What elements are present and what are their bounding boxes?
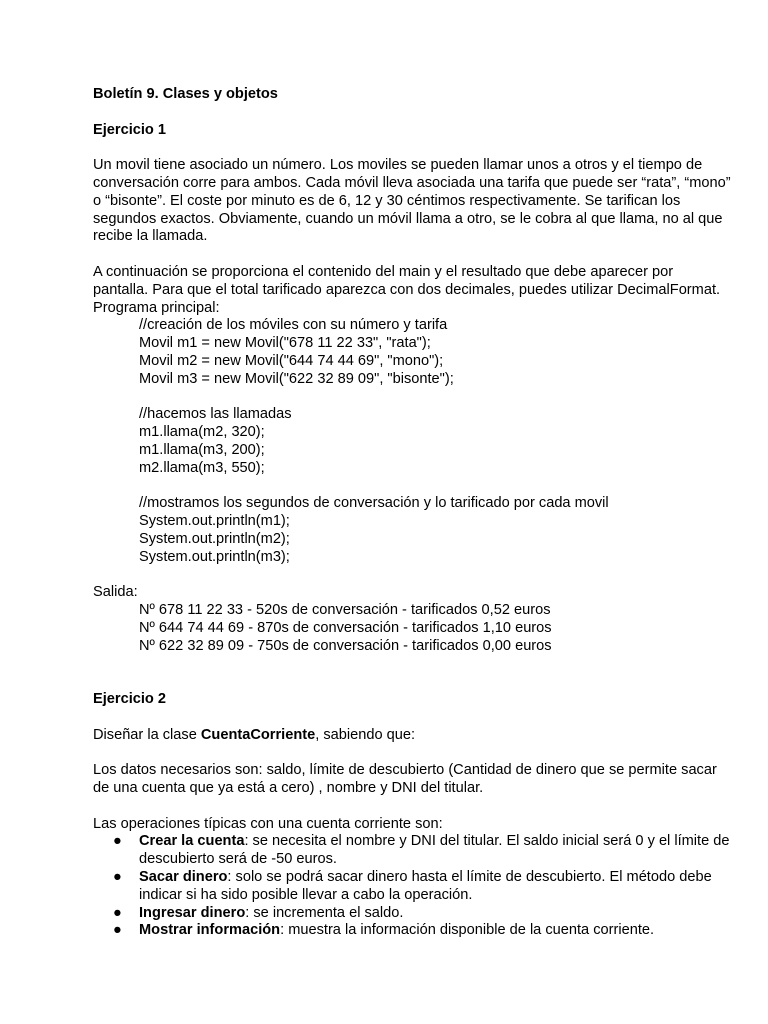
operation-description: : se necesita el nombre y DNI del titular. El saldo inicial será 0 y el límite de	[244, 833, 730, 850]
operations-intro: Las operaciones típicas con una cuenta corriente son:	[93, 815, 443, 832]
code-line: m1.llama(m2, 320);	[139, 424, 265, 441]
list-item	[93, 833, 733, 869]
output-line: Nº 678 11 22 33 - 520s de conversación - tarificados 0,52 euros	[139, 602, 551, 619]
text-line: de una cuenta que ya está a cero) , nombre y DNI del titular.	[93, 780, 484, 797]
code-line: Movil m1 = new Movil("678 11 22 33", "rata");	[139, 335, 431, 352]
operation-term: Crear la cuenta	[139, 833, 245, 850]
bullet-icon: ●	[113, 869, 122, 886]
code-line: System.out.println(m1);	[139, 513, 290, 530]
exercise-2-heading: Ejercicio 2	[93, 691, 167, 708]
expected-output	[93, 602, 733, 655]
code-line: //creación de los móviles con su número y tarifa	[139, 317, 448, 334]
bullet-icon: ●	[113, 904, 122, 921]
operation-description: : solo se podrá sacar dinero hasta el límite de descubierto. El método debe	[227, 869, 712, 886]
output-label: Salida:	[93, 584, 138, 601]
code-block-print	[93, 495, 733, 566]
code-line: m2.llama(m3, 550);	[139, 459, 265, 476]
text-line: Programa principal:	[93, 299, 220, 316]
operation-description: indicar si ha sido posible llevar a cabo la operación.	[139, 886, 473, 903]
operation-description: : muestra la información disponible de la cuenta corriente.	[280, 922, 655, 939]
list-item	[93, 922, 733, 940]
code-line: //mostramos los segundos de conversación y lo tarificado por cada movil	[139, 495, 609, 512]
document-page	[93, 86, 733, 940]
design-prefix: Diseñar la clase	[93, 726, 201, 743]
exercise-2-design-statement	[93, 727, 733, 745]
bullet-icon: ●	[113, 922, 122, 939]
operation-term: Sacar dinero	[139, 869, 228, 886]
code-line: Movil m2 = new Movil("644 74 44 69", "mono");	[139, 352, 444, 369]
text-line: conversación corre para ambos. Cada móvil lleva asociada una tarifa que puede ser “rata”, “mono”	[93, 174, 731, 191]
exercise-2-data-description	[93, 762, 733, 798]
list-item	[93, 905, 733, 923]
exercise-1-description	[93, 157, 733, 246]
output-line: Nº 622 32 89 09 - 750s de conversación - tarificados 0,00 euros	[139, 637, 552, 654]
output-line: Nº 644 74 44 69 - 870s de conversación - tarificados 1,10 euros	[139, 619, 552, 636]
code-block-calls	[93, 406, 733, 477]
code-line: //hacemos las llamadas	[139, 406, 292, 423]
design-suffix: , sabiendo que:	[315, 726, 416, 743]
operation-term: Ingresar dinero	[139, 904, 246, 921]
bullet-icon: ●	[113, 833, 122, 850]
code-line: System.out.println(m2);	[139, 530, 290, 547]
text-line: Un movil tiene asociado un número. Los moviles se pueden llamar unos a otros y el tiempo de	[93, 157, 703, 174]
document-title: Boletín 9. Clases y objetos	[93, 86, 278, 102]
text-line: A continuación se proporciona el contenido del main y el resultado que debe aparecer por	[93, 263, 674, 280]
operations-list	[93, 833, 733, 940]
text-line: segundos exactos. Obviamente, cuando un móvil llama a otro, se le cobra al que llama, no al que	[93, 210, 723, 227]
exercise-1-heading: Ejercicio 1	[93, 121, 167, 138]
code-block-create-phones	[93, 317, 733, 388]
text-line: Los datos necesarios son: saldo, límite de descubierto (Cantidad de dinero que se permite sacar	[93, 762, 717, 779]
class-name: CuentaCorriente	[200, 726, 316, 743]
text-line: o “bisonte”. El coste por minuto es de 6, 12 y 30 céntimos respectivamente. Se tarifican los	[93, 192, 681, 209]
list-item	[93, 869, 733, 905]
code-line: System.out.println(m3);	[139, 548, 290, 565]
text-line: pantalla. Para que el total tarificado aparezca con dos decimales, puedes utilizar DecimalFormat.	[93, 281, 721, 298]
text-line: recibe la llamada.	[93, 228, 208, 245]
operation-term: Mostrar información	[139, 922, 281, 939]
exercise-1-instructions	[93, 264, 733, 317]
operation-description: : se incrementa el saldo.	[245, 904, 404, 921]
code-line: Movil m3 = new Movil("622 32 89 09", "bisonte");	[139, 370, 454, 387]
operation-description: descubierto será de -50 euros.	[139, 851, 337, 868]
code-line: m1.llama(m3, 200);	[139, 441, 265, 458]
